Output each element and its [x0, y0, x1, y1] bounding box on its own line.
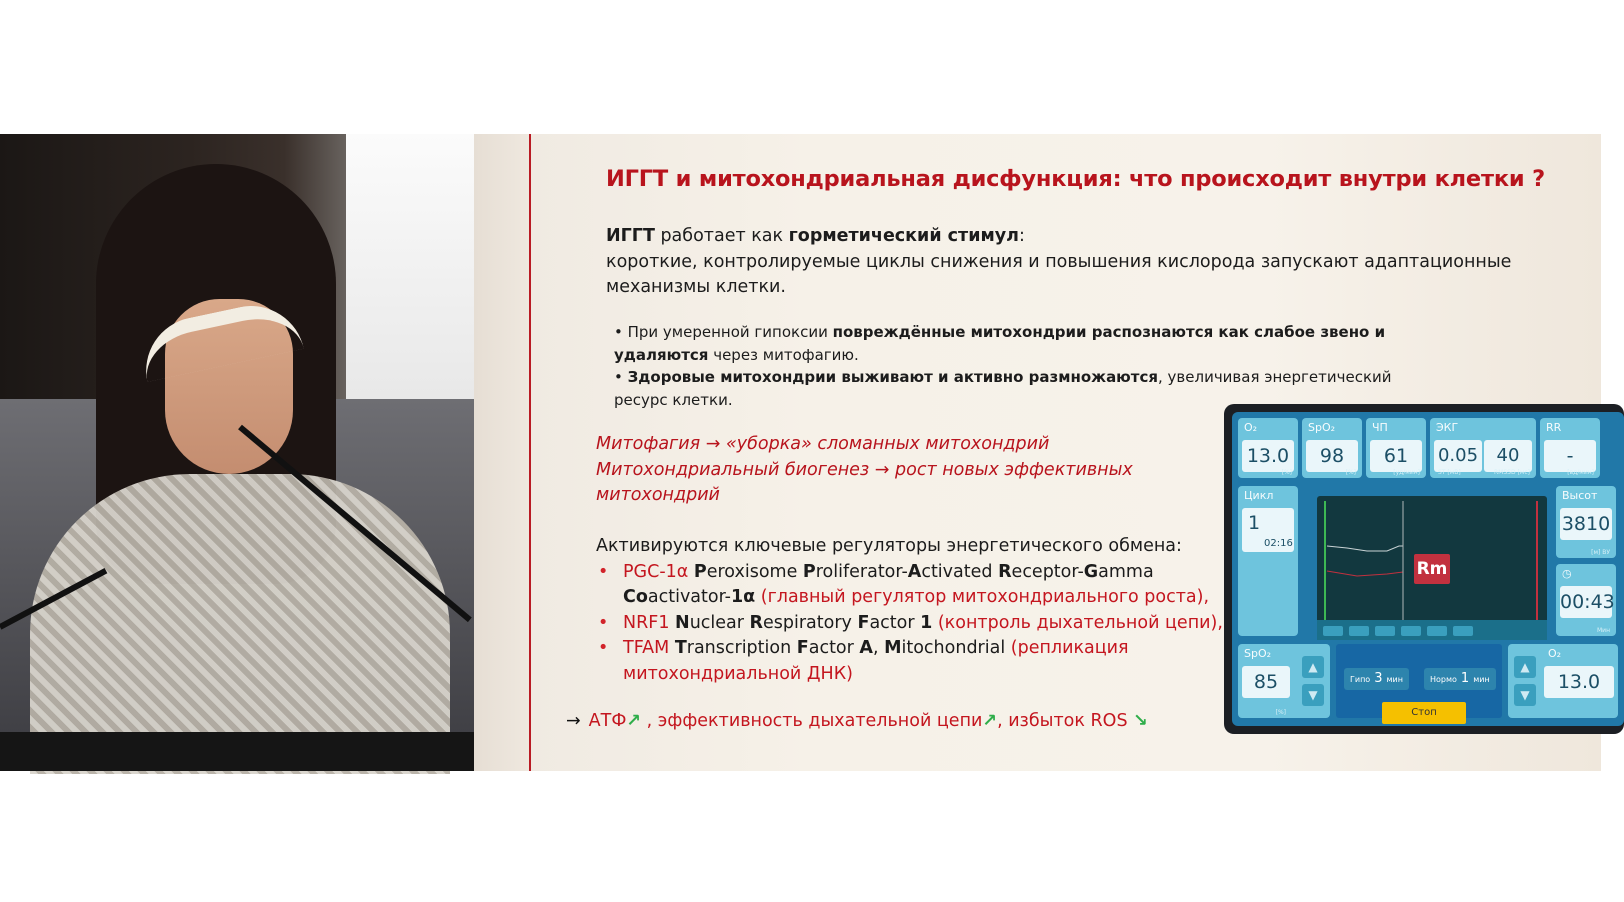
cycle-tile: Цикл 1 02:16	[1238, 486, 1298, 636]
video-frame	[0, 134, 1615, 771]
timer-tile: ◷ 00:43 Мин	[1556, 564, 1616, 636]
presentation-slide	[474, 134, 1615, 771]
slide-intro	[606, 224, 1526, 301]
clock-icon: ◷	[1562, 567, 1572, 580]
highlight-line: Митохондриальный биогенез → рост новых эффективных митохондрий	[596, 459, 1133, 505]
slide-title: ИГГТ и митохондриальная дисфункция: что происходит внутри клетки ?	[606, 166, 1545, 192]
speaker-blouse	[30, 474, 450, 774]
spo2-down-button[interactable]: ▼	[1302, 684, 1324, 706]
trend-up-icon: ↗	[982, 711, 998, 731]
graph-badge: Rm	[1414, 554, 1450, 584]
o2-bottom-tile: ▲ ▼ O₂ 13.0	[1508, 644, 1618, 718]
spo2-bottom-tile: SpO₂ 85 [%] ▲ ▼	[1238, 644, 1330, 718]
regulator-nrf1: • NRF1 Nuclear Respiratory Factor 1 (контроль дыхательной цепи),	[596, 611, 1236, 637]
speaker-video	[0, 134, 474, 771]
slide-left-margin	[474, 134, 529, 771]
altitude-tile: Высот 3810 [м] ВУ	[1556, 486, 1616, 558]
intro-line-2: короткие, контролируемые циклы снижения и повышения кислорода запускают адаптационные механизмы клетки.	[606, 251, 1512, 297]
regulators-intro: Активируются ключевые регуляторы энергетического обмена:	[596, 536, 1182, 556]
oxygen-curve-graph	[1317, 496, 1547, 640]
o2-up-button[interactable]: ▲	[1514, 656, 1536, 678]
graph-range-tabs	[1317, 620, 1547, 640]
regulators-section	[596, 534, 1236, 687]
trend-down-icon: ↘	[1133, 711, 1148, 731]
arrow-right-icon: →	[566, 711, 581, 731]
podium	[0, 732, 474, 771]
hypo-duration[interactable]: Гипо 3 мин	[1344, 668, 1409, 690]
mitophagy-highlight	[596, 432, 1196, 509]
bullet-item: • Здоровые митохондрии выживают и активно размножаются, увеличивая энергетический ресурс клетки.	[614, 368, 1392, 409]
slide-red-rule	[529, 134, 531, 771]
regulators-list	[596, 560, 1236, 688]
bullet-item: • При умеренной гипоксии повреждённые митохондрии распознаются как слабое звено и удаляются через митофагию.	[614, 323, 1386, 364]
device-screen	[1224, 404, 1624, 734]
o2-down-button[interactable]: ▼	[1514, 684, 1536, 706]
heart-rate-tile: ЧП 61 [уд/мин]	[1366, 418, 1426, 478]
trend-up-icon: ↗	[626, 711, 642, 731]
slide-conclusion: → АТФ↗ , эффективность дыхательной цепи↗, избыток ROS ↘	[566, 711, 1148, 731]
spo2-up-button[interactable]: ▲	[1302, 656, 1324, 678]
highlight-line: Митофагия → «уборка» сломанных митохондрий	[596, 434, 1050, 454]
rr-tile: RR - [вд/мин]	[1540, 418, 1600, 478]
regulator-pgc1a: • PGC-1α Peroxisome Proliferator-Activated Receptor-Gamma Coactivator-1α (главный регулятор митохондриального роста),	[596, 560, 1236, 611]
intro-line-1: ИГГТ работает как горметический стимул:	[606, 226, 1025, 246]
normo-duration[interactable]: Нормо 1 мин	[1424, 668, 1496, 690]
spo2-tile: SpO₂ 98 [%]	[1302, 418, 1362, 478]
hypoxia-bullets	[614, 321, 1394, 411]
background-window	[346, 134, 474, 399]
ecg-tile: ЭКГ 0.05 40 ST [мВ] RMSSD [мс]	[1430, 418, 1536, 478]
stop-button[interactable]: Стоп	[1382, 702, 1466, 724]
o2-tile: O₂ 13.0 [%]	[1238, 418, 1298, 478]
regulator-tfam: • TFAM Transcription Factor A, Mitochondrial (репликация митохондриальной ДНК)	[596, 636, 1236, 687]
